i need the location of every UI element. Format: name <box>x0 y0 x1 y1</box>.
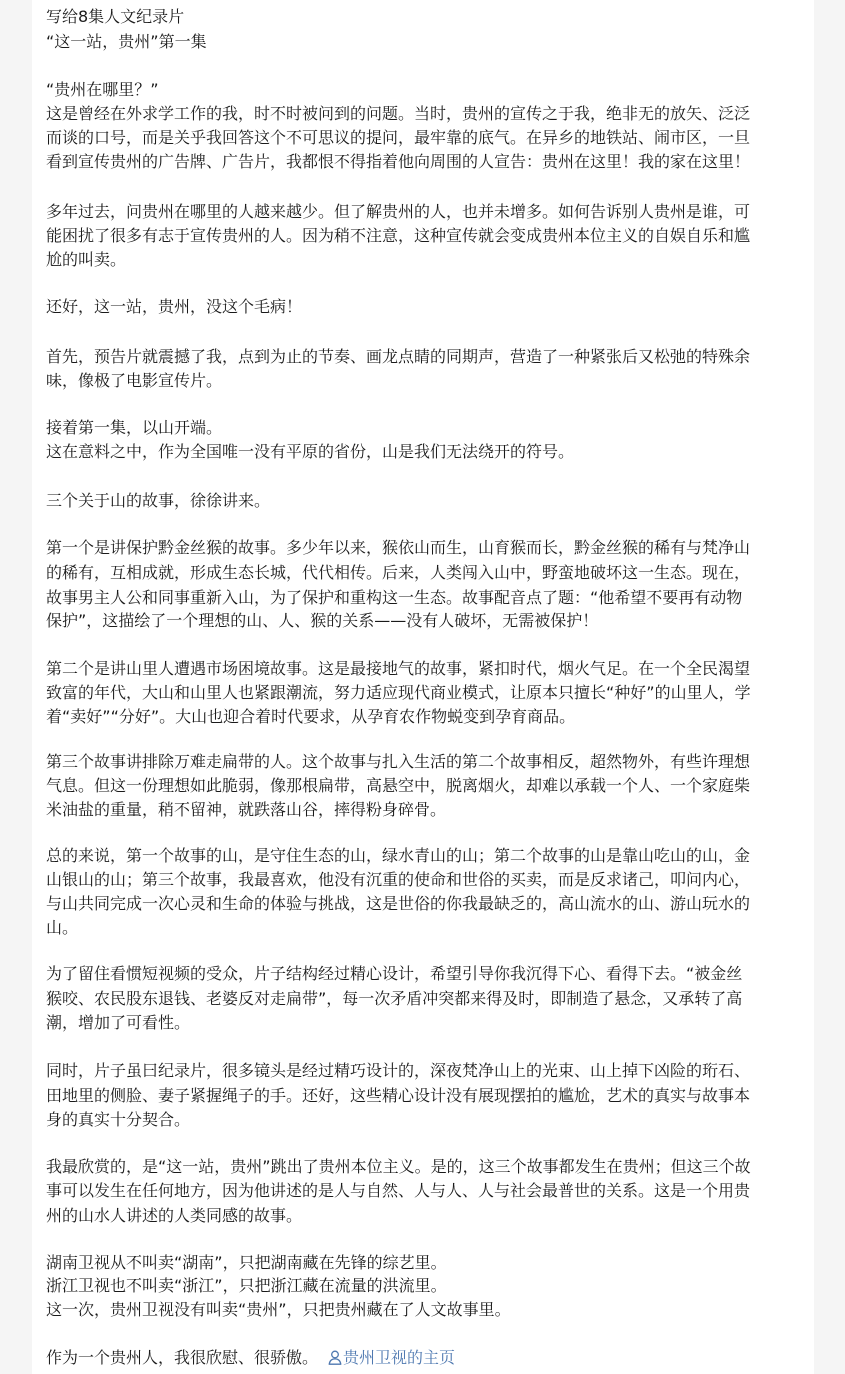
article-footer <box>46 1345 806 1370</box>
paragraph-line: 浙江卫视也不叫卖“浙江”，只把浙江藏在流量的洪流里。 <box>46 1276 447 1295</box>
paragraph-line: 第二个是讲山里人遭遇市场困境故事。这是最接地气的故事，紧扣时代，烟火气足。在一个全民渴望 <box>46 659 751 678</box>
paragraph-line: 看到宣传贵州的广告牌、广告片，我都恨不得指着他向周围的人宣告：贵州在这里！我的家在这里！ <box>46 152 751 171</box>
paragraph-line: 致富的年代，大山和山里人也紧跟潮流，努力适应现代商业模式，让原本只擅长“种好”的山里人，学 <box>46 683 751 702</box>
paragraph-line: 而谈的口号，而是关乎我回答这个不可思议的提问，最牢靠的底气。在异乡的地铁站、闹市区，一旦 <box>46 128 751 147</box>
article-title: 写给8集人文纪录片 <box>46 7 185 26</box>
footer-text: 作为一个贵州人，我很欣慰、很骄傲。 <box>46 1348 319 1367</box>
paragraph-line: 山银山的山；第三个故事，我最喜欢，他没有沉重的使命和世俗的买卖，而是反求诸己，叩问内心， <box>46 870 751 889</box>
paragraph-line: 与山共同完成一次心灵和生命的体验与挑战，这是世俗的你我最缺乏的，高山流水的山、游山玩水的 <box>46 894 751 913</box>
paragraph-line: 保护”，这描绘了一个理想的山、人、猴的关系——没有人破坏，无需被保护！ <box>46 611 599 630</box>
paragraph-line: “贵州在哪里？” <box>46 80 159 99</box>
paragraph-line: 为了留住看惯短视频的受众，片子结构经过精心设计，希望引导你我沉得下心、看得下去。“被金丝 <box>46 964 743 983</box>
tv-homepage-link[interactable] <box>318 1348 455 1367</box>
user-icon <box>328 1350 342 1365</box>
paragraph-line: 田地里的侧脸、妻子紧握绳子的手。还好，这些精心设计没有展现摆拍的尴尬，艺术的真实与故事本 <box>46 1086 751 1105</box>
paragraph-line: 第一个是讲保护黔金丝猴的故事。多少年以来，猴依山而生，山育猴而长，黔金丝猴的稀有与梵净山 <box>46 538 751 557</box>
paragraph-line: 尬的叫卖。 <box>46 250 127 269</box>
article-subtitle: “这一站，贵州”第一集 <box>46 32 207 51</box>
paragraph-line: 猴咬、农民股东退钱、老婆反对走扁带”，每一次矛盾冲突都来得及时，即制造了悬念，又承转了高 <box>46 989 743 1008</box>
paragraph-line: 三个关于山的故事，徐徐讲来。 <box>46 491 271 510</box>
paragraph-line: 着“卖好”“分好”。大山也迎合着时代要求，从孕育农作物蜕变到孕育商品。 <box>46 707 576 726</box>
paragraph-line: 首先，预告片就震撼了我，点到为止的节奏、画龙点睛的同期声，营造了一种紧张后又松弛的特殊余 <box>46 347 751 366</box>
paragraph-line: 的稀有，互相成就，形成生态长城，代代相传。后来，人类闯入山中，野蛮地破坏这一生态。现在， <box>46 563 751 582</box>
paragraph-line: 米油盐的重量，稍不留神，就跌落山谷，摔得粉身碎骨。 <box>46 800 447 819</box>
paragraph-line: 故事男主人公和同事重新入山，为了保护和重构这一生态。故事配音点了题：“他希望不要再有动物 <box>46 588 743 607</box>
paragraph-line: 味，像极了电影宣传片。 <box>46 371 223 390</box>
paragraph-line: 这是曾经在外求学工作的我，时不时被问到的问题。当时，贵州的宣传之于我，绝非无的放矢、泛泛 <box>46 104 751 123</box>
paragraph-line: 这在意料之中，作为全国唯一没有平原的省份，山是我们无法绕开的符号。 <box>46 442 575 461</box>
paragraph-line: 我最欣赏的，是“这一站，贵州”跳出了贵州本位主义。是的，这三个故事都发生在贵州；但这三个故 <box>46 1157 751 1176</box>
paragraph-line: 潮，增加了可看性。 <box>46 1013 191 1032</box>
paragraph-line: 能困扰了很多有志于宣传贵州的人。因为稍不注意，这种宣传就会变成贵州本位主义的自娱自乐和尴 <box>46 226 751 245</box>
paragraph-line: 多年过去，问贵州在哪里的人越来越少。但了解贵州的人，也并未增多。如何告诉别人贵州是谁，可 <box>46 202 751 221</box>
paragraph-line: 气息。但这一份理想如此脆弱，像那根扁带，高悬空中，脱离烟火，却难以承载一个人、一个家庭柴 <box>46 776 751 795</box>
paragraph-line: 同时，片子虽曰纪录片，很多镜头是经过精巧设计的，深夜梵净山上的光束、山上掉下凶险的珩石、 <box>46 1061 751 1080</box>
paragraph-line: 总的来说，第一个故事的山，是守住生态的山，绿水青山的山；第二个故事的山是靠山吃山的山，金 <box>46 846 751 865</box>
paragraph-line: 事可以发生在任何地方，因为他讲述的是人与自然、人与人、人与社会最普世的关系。这是一个用贵 <box>46 1181 751 1200</box>
paragraph-line: 第三个故事讲排除万难走扁带的人。这个故事与扎入生活的第二个故事相反，超然物外，有些许理想 <box>46 752 751 771</box>
paragraph-line: 山。 <box>46 918 79 937</box>
paragraph-line: 州的山水人讲述的人类同感的故事。 <box>46 1206 303 1225</box>
paragraph-line: 湖南卫视从不叫卖“湖南”，只把湖南藏在先锋的综艺里。 <box>46 1253 447 1272</box>
tv-homepage-link-label: 贵州卫视的主页 <box>343 1348 456 1367</box>
paragraph-line: 这一次，贵州卫视没有叫卖“贵州”，只把贵州藏在了人文故事里。 <box>46 1300 511 1319</box>
paragraph-line: 还好，这一站，贵州，没这个毛病！ <box>46 297 303 316</box>
paragraph-line: 身的真实十分契合。 <box>46 1110 191 1129</box>
paragraph-line: 接着第一集，以山开端。 <box>46 418 223 437</box>
